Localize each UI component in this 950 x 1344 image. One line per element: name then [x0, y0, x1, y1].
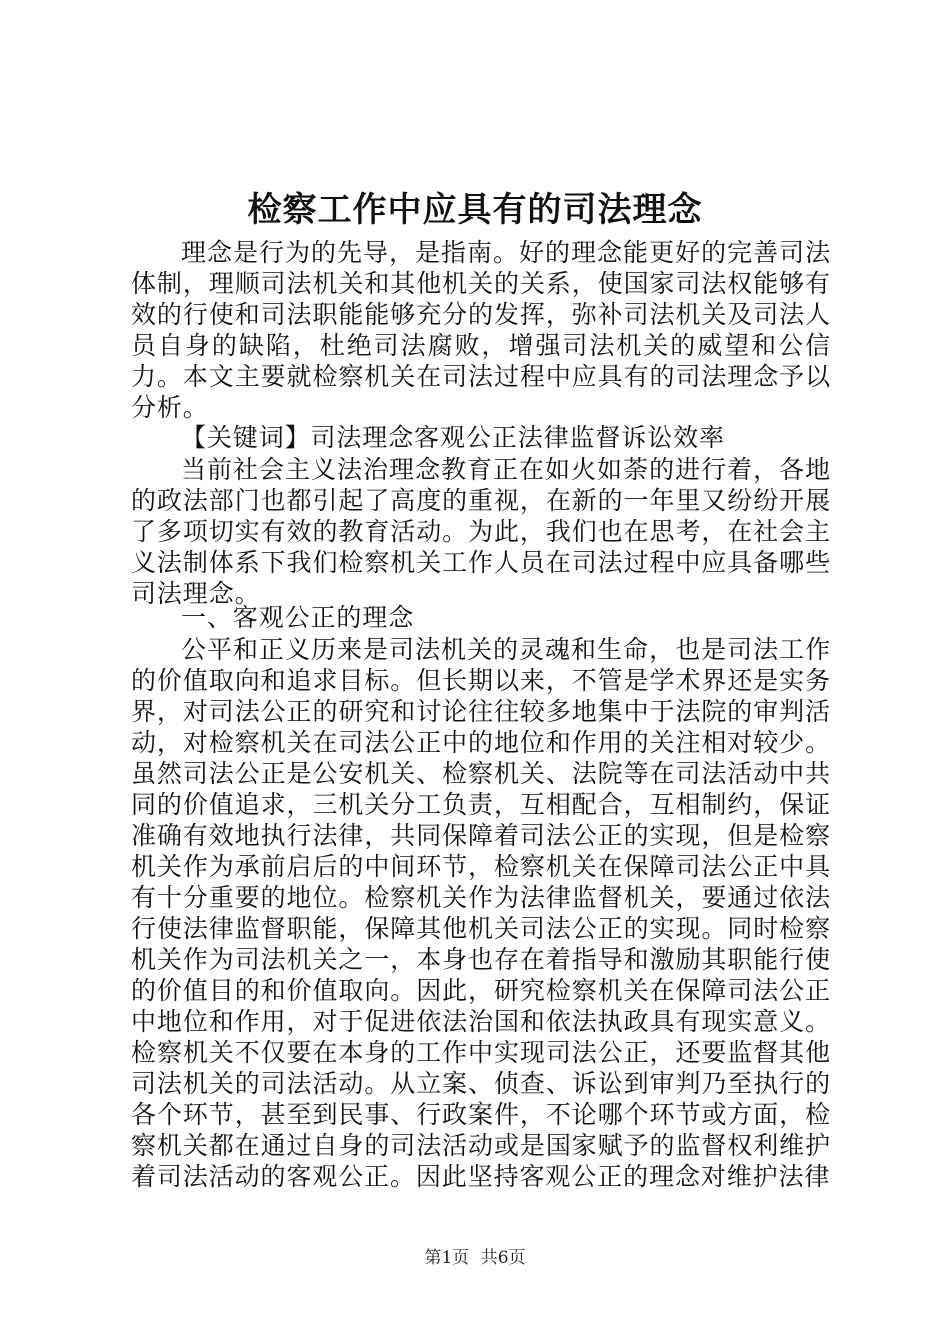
page-number: 第1页: [424, 1248, 470, 1268]
section-body-paragraph: 公平和正义历来是司法机关的灵魂和生命，也是司法工作的价值取向和追求目标。但长期以来，不管是学术界还是实务界，对司法公正的研究和讨论往往较多地集中于法院的审判活动，对检察机关在司法公正中的地位和作用的关注相对较少。虽然司法公正是公安机关、检察机关、法院等在司法活动中共同的价值追求，三机关分工负责，互相配合，互相制约，保证准确有效地执行法律，共同保障着司法公正的实现，但是检察机关作为承前启后的中间环节，检察机关在保障司法公正中具有十分重要的地位。检察机关作为法律监督机关，要通过依法行使法律监督职能，保障其他机关司法公正的实现。同时检察机关作为司法机关之一，本身也存在着指导和激励其职能行使的价值目的和价值取向。因此，研究检察机关在保障司法公正中地位和作用，对于促进依法治国和依法执政具有现实意义。检察机关不仅要在本身的工作中实现司法公正，还要监督其他司法机关的司法活动。从立案、侦查、诉讼到审判乃至执行的各个环节，甚至到民事、行政案件，不论哪个环节或方面，检察机关都在通过自身的司法活动或是国家赋予的监督权利维护着司法活动的客观公正。因此坚持客观公正的理念对维护法律: [131, 635, 831, 1191]
document-title: 检察工作中应具有的司法理念: [247, 190, 703, 230]
page-total: 共6页: [480, 1248, 526, 1268]
abstract-paragraph: 理念是行为的先导，是指南。好的理念能更好的完善司法体制，理顺司法机关和其他机关的关系，使国家司法权能够有效的行使和司法职能能够充分的发挥，弥补司法机关及司法人员自身的缺陷，杜绝司法腐败，增强司法机关的威望和公信力。本文主要就检察机关在司法过程中应具有的司法理念予以分析。: [131, 238, 831, 422]
intro-paragraph: 当前社会主义法治理念教育正在如火如荼的进行着，各地的政法部门也都引起了高度的重视，在新的一年里又纷纷开展了多项切实有效的教育活动。为此，我们也在思考，在社会主义法制体系下我们检察机关工作人员在司法过程中应具备哪些司法理念。: [131, 455, 831, 608]
page-footer: [0, 1243, 950, 1268]
keywords-line: 【关键词】司法理念客观公正法律监督诉讼效率: [181, 423, 725, 452]
section-heading: 一、客观公正的理念: [181, 603, 415, 632]
